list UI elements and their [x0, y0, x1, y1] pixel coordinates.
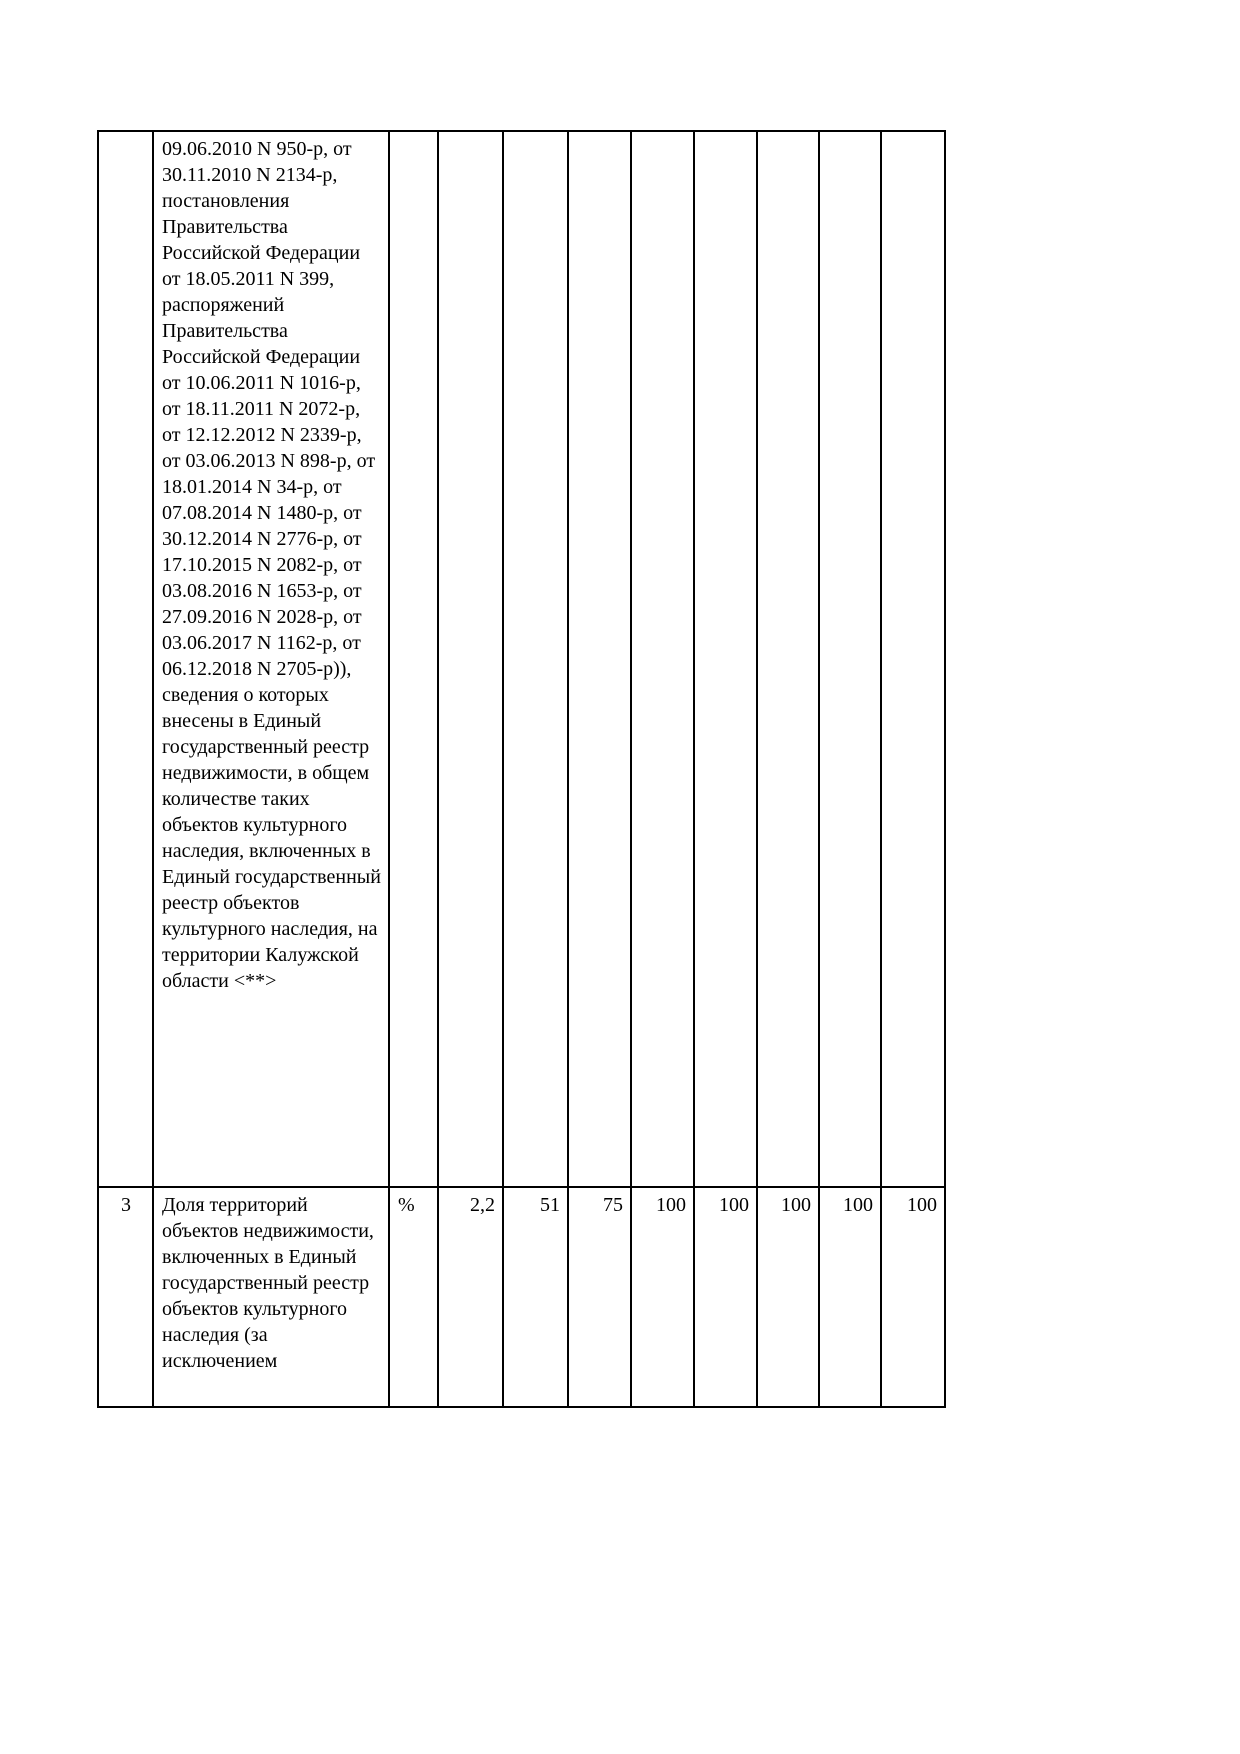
value-cell: 2,2: [438, 1187, 503, 1407]
table-row: [98, 131, 945, 1187]
indicator-text-cell: 09.06.2010 N 950-р, от 30.11.2010 N 2134-р, постановления Правительства Российской Федерации от 18.05.2011 N 399, распоряжений Правительства Российской Федерации от 10.06.2011 N 1016-р, от 18.11.2011 N 2072-р, от 12.12.2012 N 2339-р, от 03.06.2013 N 898-р, от 18.01.2014 N 34-р, от 07.08.2014 N 1480-р, от 30.12.2014 N 2776-р, от 17.10.2015 N 2082-р, от 03.08.2016 N 1653-р, от 27.09.2016 N 2028-р, от 03.06.2017 N 1162-р, от 06.12.2018 N 2705-р)), сведения о которых внесены в Единый государственный реестр недвижимости, в общем количестве таких объектов культурного наследия, включенных в Единый государственный реестр объектов культурного наследия, на территории Калужской области <**>: [153, 131, 389, 1187]
value-cell: 100: [631, 1187, 694, 1407]
value-cell: [819, 131, 881, 1187]
value-cell: [503, 131, 568, 1187]
value-cell: [694, 131, 757, 1187]
unit-cell: [389, 131, 438, 1187]
indicators-table: [97, 130, 946, 1408]
value-cell: 75: [568, 1187, 631, 1407]
value-cell: [757, 131, 819, 1187]
indicator-text-cell: Доля территорий объектов недвижимости, включенных в Единый государственный реестр объектов культурного наследия (за исключением: [153, 1187, 389, 1407]
value-cell: [568, 131, 631, 1187]
value-cell: 100: [819, 1187, 881, 1407]
value-cell: [438, 131, 503, 1187]
row-number-cell: 3: [98, 1187, 153, 1407]
value-cell: 51: [503, 1187, 568, 1407]
value-cell: 100: [881, 1187, 945, 1407]
value-cell: [631, 131, 694, 1187]
value-cell: [881, 131, 945, 1187]
row-number-cell: [98, 131, 153, 1187]
unit-cell: %: [389, 1187, 438, 1407]
value-cell: 100: [757, 1187, 819, 1407]
table-body: [98, 131, 945, 1407]
value-cell: 100: [694, 1187, 757, 1407]
table-row: [98, 1187, 945, 1407]
